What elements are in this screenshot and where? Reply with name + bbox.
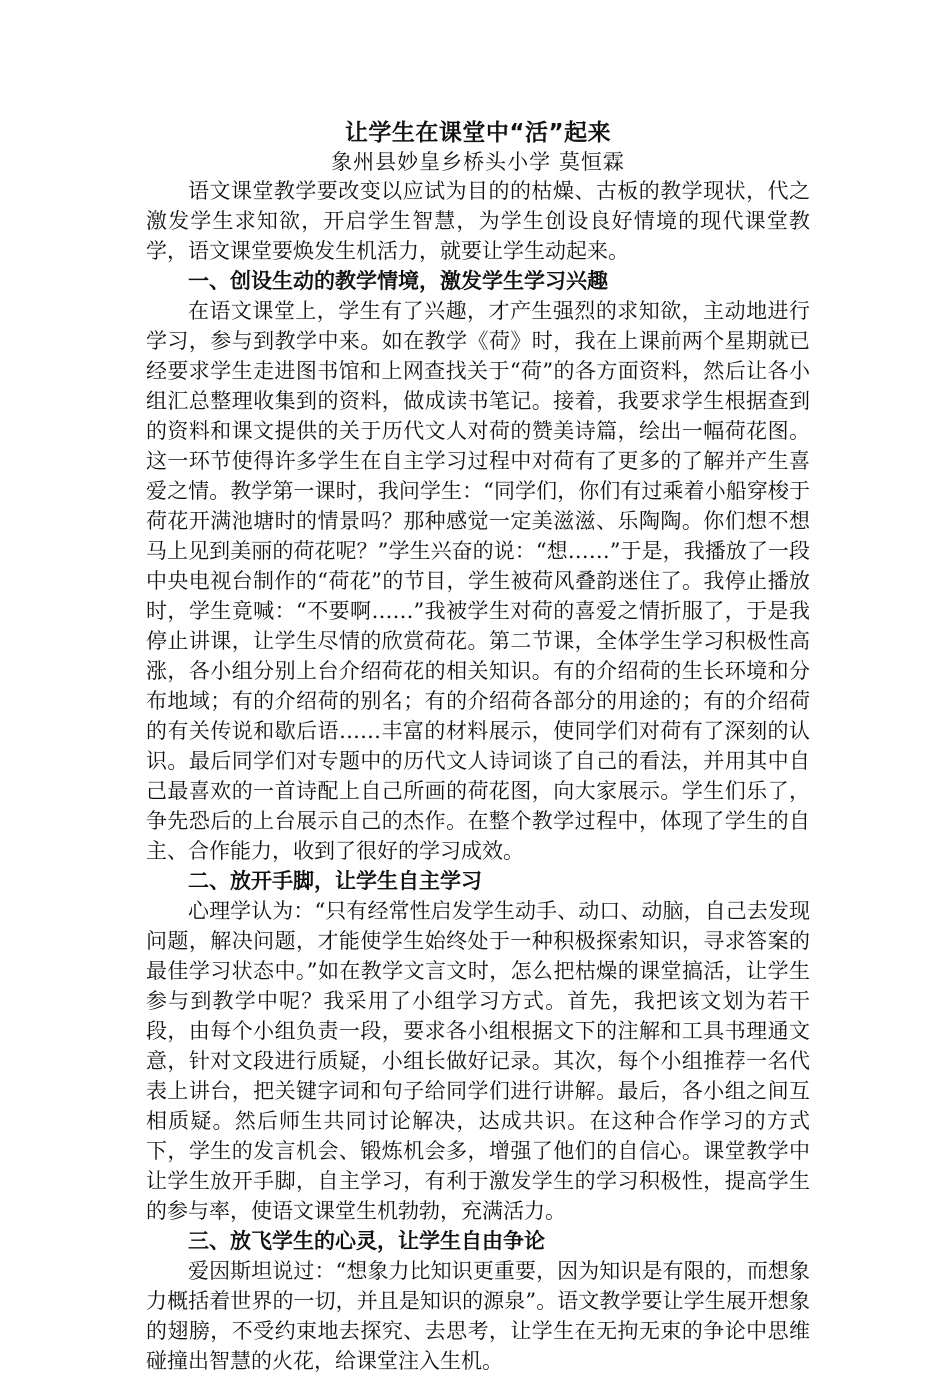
document-author: 象州县妙皇乡桥头小学 莫恒霖 xyxy=(331,150,625,174)
section-3-heading: 三、放飞学生的心灵，让学生自由争论 xyxy=(188,1229,545,1253)
section-2-heading: 二、放开手脚，让学生自主学习 xyxy=(188,869,482,893)
section-1-body: 在语文课堂上，学生有了兴趣，才产生强烈的求知欲，主动地进行学习，参与到教学中来。如在教学《荷》时，我在上课前两个星期就已经要求学生走进图书馆和上网查找关于“荷”的各方面资料，然后让各小组汇总整理收集到的资料，做成读书笔记。接着，我要求学生根据查到的资料和课文提供的关于历代文人对荷的赞美诗篇，绘出一幅荷花图。这一环节使得许多学生在自主学习过程中对荷有了更多的了解并产生喜爱之情。教学第一课时，我问学生：“同学们，你们有过乘着小船穿梭于荷花开满池塘时的情景吗？那种感觉一定美滋滋、乐陶陶。你们想不想马上见到美丽的荷花呢？”学生兴奋的说：“想……”于是，我播放了一段中央电视台制作的“荷花”的节目，学生被荷风叠韵迷住了。我停止播放时，学生竟喊：“不要啊……”我被学生对荷的喜爱之情折服了，于是我停止讲课，让学生尽情的欣赏荷花。第二节课，全体学生学习积极性高涨，各小组分别上台介绍荷花的相关知识。有的介绍荷的生长环境和分布地域；有的介绍荷的别名；有的介绍荷各部分的用途的；有的介绍荷的有关传说和歇后语……丰富的材料展示，使同学们对荷有了深刻的认识。最后同学们对专题中的历代文人诗词谈了自己的看法，并用其中自己最喜欢的一首诗配上自己所画的荷花图，向大家展示。学生们乐了，争先恐后的上台展示自己的杰作。在整个教学过程中，体现了学生的自主、合作能力，收到了很好的学习成效。 xyxy=(146,299,810,863)
section-1-heading: 一、创设生动的教学情境，激发学生学习兴趣 xyxy=(188,269,608,293)
document-title: 让学生在课堂中“活”起来 xyxy=(344,120,612,146)
section-2-body: 心理学认为：“只有经常性启发学生动手、动口、动脑，自己去发现问题，解决问题，才能使学生始终处于一种积极探索知识，寻求答案的最佳学习状态中。”如在教学文言文时，怎么把枯燥的课堂搞活，让学生参与到教学中呢？我采用了小组学习方式。首先，我把该文划为若干段，由每个小组负责一段，要求各小组根据文下的注解和工具书理通文意，针对文段进行质疑，小组长做好记录。其次，每个小组推荐一名代表上讲台，把关键字词和句子给同学们进行讲解。最后，各小组之间互相质疑。然后师生共同讨论解决，达成共识。在这种合作学习的方式下，学生的发言机会、锻炼机会多，增强了他们的自信心。课堂教学中让学生放开手脚，自主学习，有利于激发学生的学习积极性，提高学生的参与率，使语文课堂生机勃勃，充满活力。 xyxy=(146,899,810,1223)
intro-paragraph: 语文课堂教学要改变以应试为目的的枯燥、古板的教学现状，代之激发学生求知欲，开启学生智慧，为学生创设良好情境的现代课堂教学，语文课堂要焕发生机活力，就要让学生动起来。 xyxy=(146,179,810,263)
document-page xyxy=(146,118,810,1376)
section-3-body: 爱因斯坦说过：“想象力比知识更重要，因为知识是有限的，而想象力概括着世界的一切，并且是知识的源泉”。语文教学要让学生展开想象的翅膀，不受约束地去探究、去思考，让学生在无拘无束的争论中思维碰撞出智慧的火花，给课堂注入生机。 xyxy=(146,1259,810,1373)
